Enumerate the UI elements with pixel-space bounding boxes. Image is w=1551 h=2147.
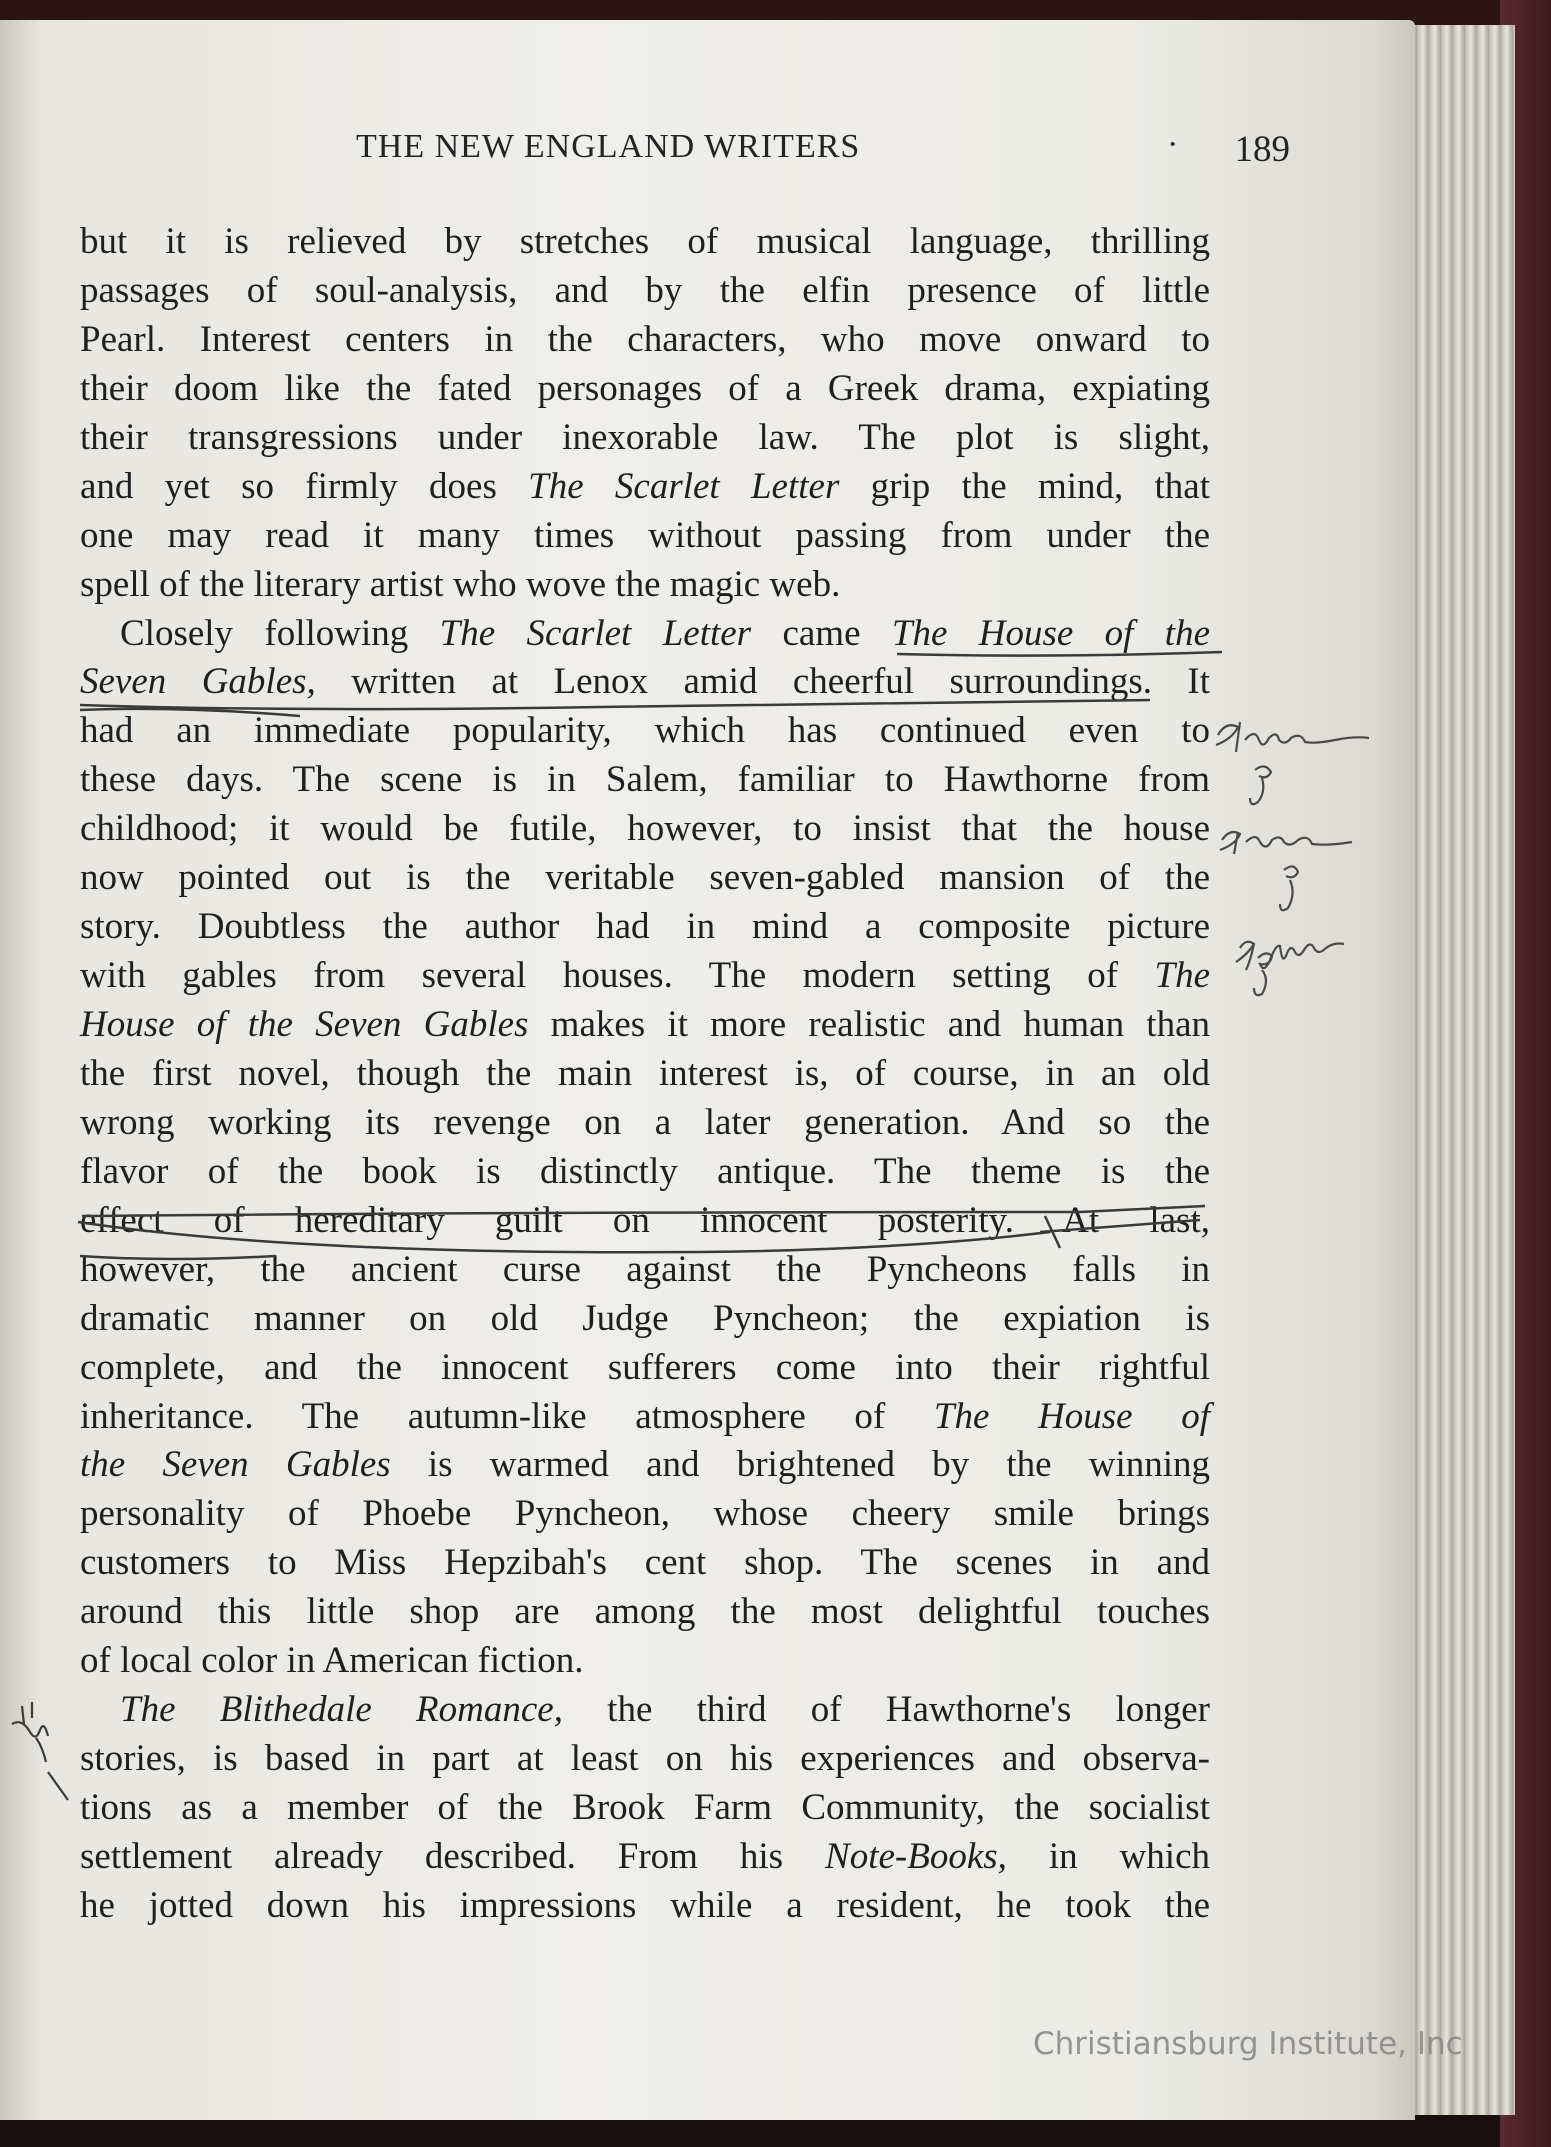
text-line	[80, 365, 1210, 414]
italic-title: Seven Gables,	[80, 661, 316, 703]
text-line	[80, 316, 1210, 365]
text-line	[80, 1344, 1210, 1393]
text-run: tions as a member of the Brook Farm Community, the socialist	[80, 1787, 1210, 1828]
italic-title: House of the Seven Gables	[80, 1004, 529, 1045]
text-line	[80, 1784, 1210, 1833]
text-line	[80, 1001, 1210, 1050]
italic-title: The House of the	[891, 612, 1210, 654]
text-line	[80, 610, 1210, 659]
text-line	[80, 1833, 1210, 1882]
text-run: however, the ancient curse against the Pyncheons falls in	[80, 1248, 1210, 1290]
text-line	[80, 805, 1210, 854]
text-run: the first novel, though the main interest is, of course, in an old	[80, 1052, 1210, 1094]
text-run: flavor of the book is distinctly antique. The theme is the	[80, 1150, 1210, 1192]
text-run: stories, is based in part at least on his experiences and observa-	[80, 1738, 1210, 1780]
text-run: of local color in American fiction.	[80, 1640, 584, 1682]
text-run: around this little shop are among the most delightful touches	[80, 1591, 1210, 1633]
text-run: dramatic manner on old Judge Pyncheon; the expiation is	[80, 1297, 1210, 1339]
italic-title: The	[1154, 955, 1210, 997]
italic-title: The Scarlet Letter	[528, 465, 840, 507]
text-run: their doom like the fated personages of a Greek drama, expiating	[80, 367, 1210, 409]
watermark: Christiansburg Institute, Inc	[1033, 2026, 1463, 2062]
text-line	[80, 267, 1210, 316]
text-line	[80, 1197, 1210, 1246]
text-run: grip the mind, that	[839, 465, 1210, 507]
header-separator: ·	[1167, 126, 1179, 163]
running-header	[80, 126, 1290, 170]
italic-title: The Blithedale Romance,	[120, 1689, 563, 1731]
text-line	[80, 1490, 1210, 1539]
text-run: customers to Miss Hepzibah's cent shop. The scenes in and	[80, 1542, 1210, 1584]
text-line	[80, 952, 1210, 1001]
italic-title: The House of	[933, 1395, 1210, 1437]
text-line	[80, 1148, 1210, 1197]
text-line	[80, 1295, 1210, 1344]
page-number: 189	[1234, 129, 1290, 170]
text-line	[80, 707, 1210, 756]
text-line	[80, 1393, 1210, 1442]
text-line	[80, 1539, 1210, 1588]
text-line	[80, 854, 1210, 903]
text-line	[80, 1588, 1210, 1637]
text-run: wrong working its revenge on a later generation. And so the	[80, 1101, 1210, 1143]
text-run: complete, and the innocent sufferers come into their rightful	[80, 1346, 1210, 1388]
italic-title: The Scarlet Letter	[439, 612, 752, 654]
italic-title: Note-Books,	[825, 1835, 1007, 1877]
text-line	[80, 1441, 1210, 1490]
body-text	[80, 218, 1210, 1931]
text-run: effect of hereditary guilt on innocent posterity. At last,	[80, 1199, 1210, 1241]
text-line	[80, 756, 1210, 805]
text-line	[80, 1050, 1210, 1099]
text-run: story. Doubtless the author had in mind a composite picture	[80, 906, 1210, 948]
text-run: settlement already described. From his	[80, 1835, 826, 1877]
text-run: the third of Hawthorne's longer	[562, 1689, 1210, 1731]
text-line	[80, 1686, 1210, 1735]
text-run: inheritance. The autumn-like atmosphere of	[80, 1395, 934, 1437]
text-run: Closely following	[120, 612, 440, 654]
text-run: one may read it many times without passing from under the	[80, 514, 1210, 556]
text-run: but it is relieved by stretches of musical language, thrilling	[80, 221, 1210, 262]
text-run: childhood; it would be futile, however, to insist that the house	[80, 808, 1210, 850]
text-line	[80, 1637, 1210, 1686]
text-run: came	[751, 612, 892, 654]
running-title: THE NEW ENGLAND WRITERS	[356, 128, 861, 165]
text-line	[80, 218, 1210, 267]
text-line	[80, 414, 1210, 463]
text-line	[80, 903, 1210, 952]
text-line	[80, 561, 1210, 610]
page-edges	[1405, 25, 1515, 2115]
text-run: with gables from several houses. The modern setting of	[80, 955, 1155, 997]
text-line	[80, 512, 1210, 561]
text-run: in which	[1006, 1835, 1210, 1877]
text-run: had an immediate popularity, which has continued even to	[80, 710, 1210, 752]
text-run: passages of soul-analysis, and by the elfin presence of little	[80, 269, 1210, 311]
text-line	[80, 1882, 1210, 1931]
text-line	[80, 1735, 1210, 1784]
text-run: personality of Phoebe Pyncheon, whose cheery smile brings	[80, 1493, 1210, 1535]
text-run: their transgressions under inexorable law. The plot is slight,	[80, 416, 1210, 458]
text-run: spell of the literary artist who wove the magic web.	[80, 563, 841, 605]
text-run: now pointed out is the veritable seven-gabled mansion of the	[80, 857, 1210, 899]
text-line	[80, 463, 1210, 512]
italic-title: the Seven Gables	[80, 1444, 391, 1486]
text-line	[80, 658, 1210, 707]
text-run: he jotted down his impressions while a resident, he took the	[80, 1884, 1210, 1926]
text-line	[80, 1246, 1210, 1295]
text-run: written at Lenox amid cheerful surroundings. It	[315, 661, 1210, 703]
text-line	[80, 1099, 1210, 1148]
text-run: Pearl. Interest centers in the characters, who move onward to	[80, 318, 1210, 360]
text-run: makes it more realistic and human than	[528, 1004, 1210, 1045]
text-run: and yet so firmly does	[80, 465, 529, 507]
text-run: these days. The scene is in Salem, familiar to Hawthorne from	[80, 759, 1210, 801]
text-run: is warmed and brightened by the winning	[390, 1444, 1210, 1486]
